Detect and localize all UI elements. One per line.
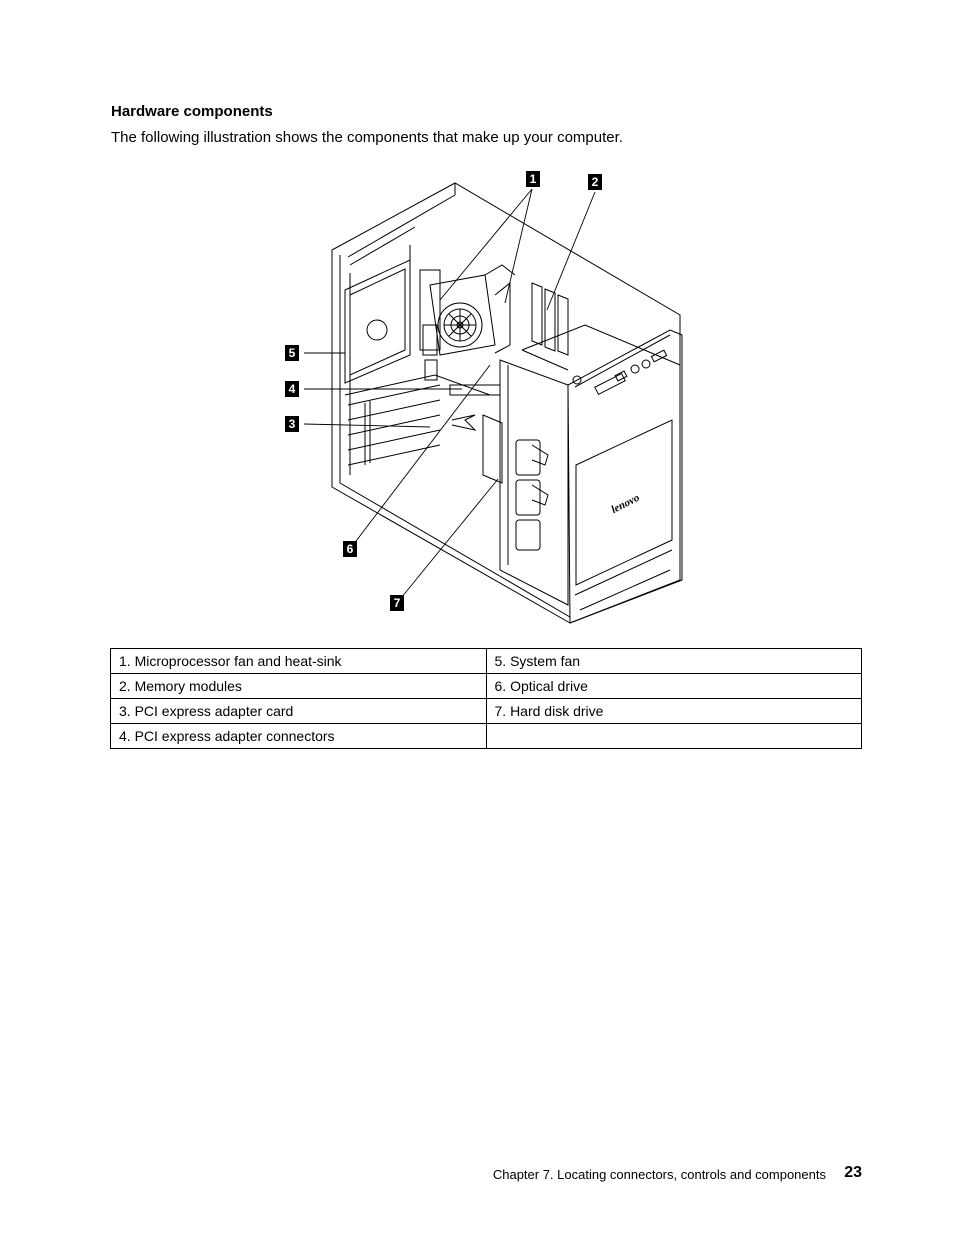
callout-6 <box>343 541 357 557</box>
processor-fan-heatsink <box>420 265 515 380</box>
callout-2 <box>588 174 602 190</box>
table-row <box>111 649 862 674</box>
table-row <box>111 699 862 724</box>
svg-text:1: 1 <box>529 172 537 186</box>
page-footer <box>490 1164 862 1184</box>
legend-cell: 7. Hard disk drive <box>486 699 862 724</box>
legend-cell: 1. Microprocessor fan and heat-sink <box>111 649 487 674</box>
svg-text:7: 7 <box>393 596 401 610</box>
callout-3 <box>285 416 299 432</box>
legend-cell: 4. PCI express adapter connectors <box>111 724 487 749</box>
computer-components-illustration <box>270 165 690 635</box>
page-number: 23 <box>844 1164 862 1181</box>
system-fan <box>345 260 410 383</box>
svg-text:5: 5 <box>288 346 296 360</box>
legend-cell: 2. Memory modules <box>111 674 487 699</box>
intro-paragraph: The following illustration shows the components that make up your computer. <box>111 129 623 146</box>
callout-7 <box>390 595 404 611</box>
svg-text:2: 2 <box>591 175 599 189</box>
legend-cell: 3. PCI express adapter card <box>111 699 487 724</box>
callout-1 <box>526 171 540 187</box>
table-row <box>111 674 862 699</box>
chassis-outline <box>332 183 680 623</box>
legend-cell: 5. System fan <box>486 649 862 674</box>
footer-chapter-title: Chapter 7. Locating connectors, controls and components <box>492 1167 826 1182</box>
legend-cell <box>486 724 862 749</box>
table-row <box>111 724 862 749</box>
svg-text:6: 6 <box>346 542 354 556</box>
pci-express-area <box>345 375 500 465</box>
callout-5 <box>285 345 299 361</box>
drive-bay-cage <box>500 325 680 605</box>
hard-disk-drive <box>483 415 502 483</box>
brand-logo: lenovo <box>609 491 642 517</box>
leader-lines <box>304 189 595 603</box>
callout-4 <box>285 381 299 397</box>
svg-text:4: 4 <box>288 382 296 396</box>
front-bezel <box>568 330 682 623</box>
components-legend-table <box>110 648 862 749</box>
section-heading: Hardware components <box>111 103 273 120</box>
svg-text:3: 3 <box>288 417 296 431</box>
legend-cell: 6. Optical drive <box>486 674 862 699</box>
